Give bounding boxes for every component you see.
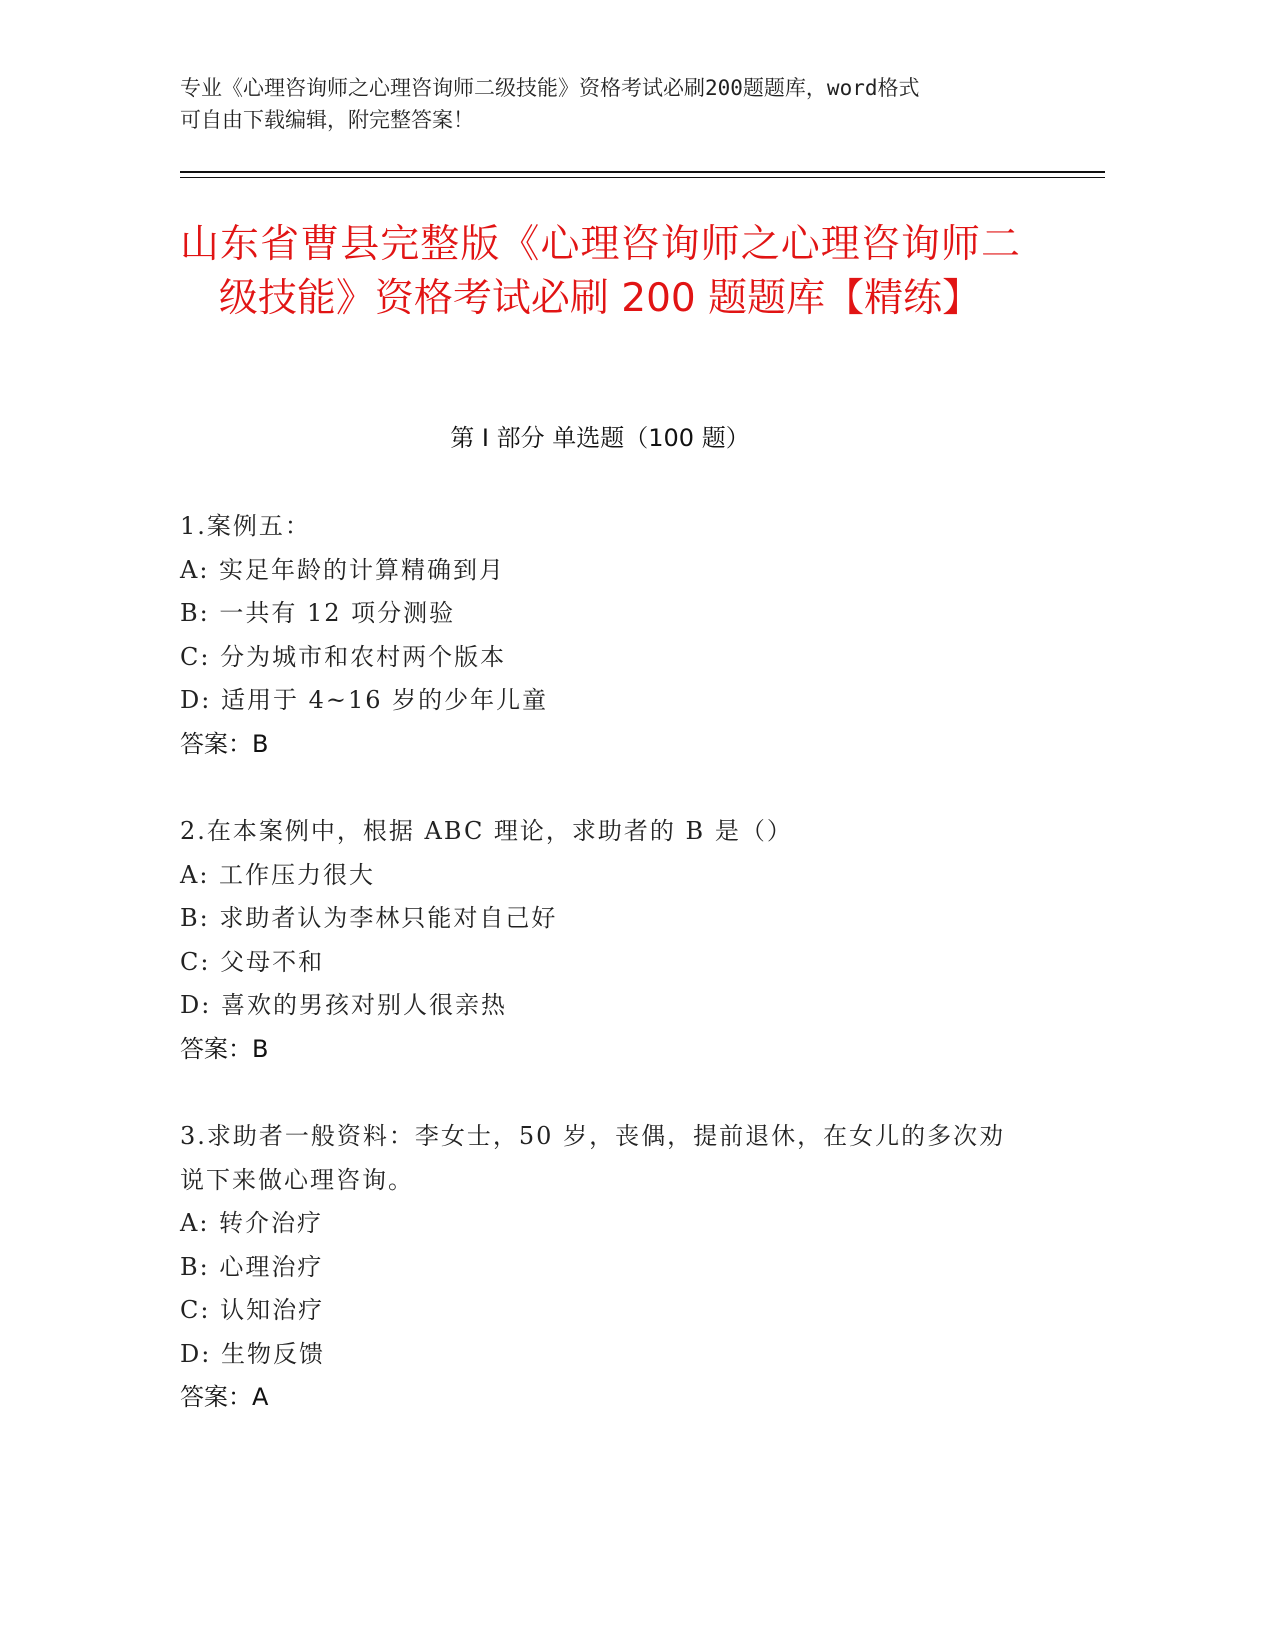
option-d: D: 喜欢的男孩对别人很亲热 — [180, 991, 507, 1019]
option-a: A: 工作压力很大 — [180, 860, 376, 889]
document-title: 山东省曹县完整版《心理咨询师之心理咨询师二级技能》资格考试必刷 200 题题库【精练】 — [180, 222, 1020, 321]
question-list — [180, 505, 1020, 1464]
question-2 — [180, 810, 1020, 1071]
option-d: D: 适用于 4~16 岁的少年儿童 — [180, 686, 549, 714]
answer: 答案：B — [180, 1034, 269, 1063]
option-c: C: 父母不和 — [180, 947, 325, 976]
section-heading: 第 I 部分 单选题（100 题） — [450, 424, 750, 452]
option-a: A: 实足年龄的计算精确到月 — [180, 555, 506, 584]
header-note-line-1: 专业《心理咨询师之心理咨询师二级技能》资格考试必刷200题题库，word格式 — [180, 76, 920, 100]
option-c: C: 分为城市和农村两个版本 — [180, 642, 507, 671]
header-note — [180, 72, 1080, 136]
question-stem: 2.在本案例中，根据 ABC 理论，求助者的 B 是（） — [180, 817, 793, 845]
answer: 答案：B — [180, 729, 269, 758]
answer: 答案：A — [180, 1383, 269, 1411]
option-c: C: 认知治疗 — [180, 1296, 325, 1324]
question-1 — [180, 505, 1020, 766]
question-stem: 1.案例五： — [180, 512, 311, 540]
option-b: B: 求助者认为李林只能对自己好 — [180, 904, 558, 932]
option-d: D: 生物反馈 — [180, 1339, 325, 1368]
option-a: A: 转介治疗 — [180, 1209, 324, 1237]
option-b: B: 心理治疗 — [180, 1252, 324, 1281]
header-note-line-2: 可自由下载编辑，附完整答案！ — [180, 108, 474, 132]
header-rule-thick — [180, 171, 1105, 173]
question-3 — [180, 1115, 1020, 1420]
option-b: B: 一共有 12 项分测验 — [180, 599, 456, 627]
header-rule-thin — [180, 177, 1105, 178]
question-stem: 3.求助者一般资料：李女士，50 岁，丧偶，提前退休，在女儿的多次劝说下来做心理咨询。 — [180, 1122, 1006, 1194]
